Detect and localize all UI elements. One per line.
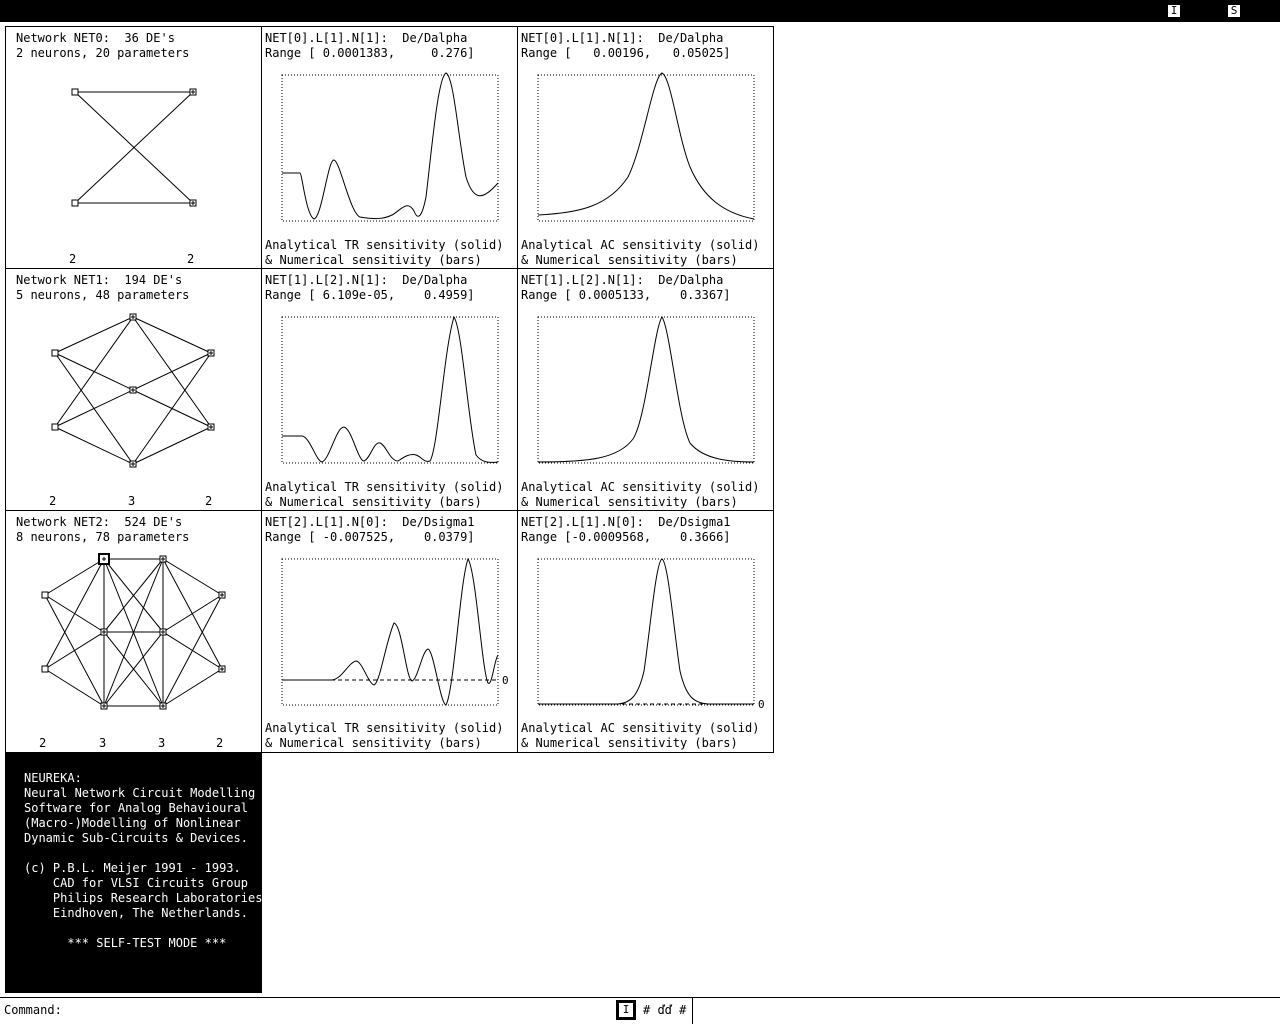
plot-caption: & Numerical sensitivity (bars) [265, 736, 482, 750]
layer-count: 2 [69, 252, 77, 266]
command-divider [692, 998, 693, 1024]
zero-label: 0 [758, 698, 765, 711]
layer-count: 2 [49, 494, 57, 508]
plot-caption: Analytical TR sensitivity (solid) [265, 721, 504, 735]
about-line: Dynamic Sub-Circuits & Devices. [24, 831, 248, 845]
about-line: (c) P.B.L. Meijer 1991 - 1993. [24, 861, 241, 875]
plot-title: NET[2].L[1].N[0]: De/Dsigma1 [265, 515, 475, 529]
network-cell-net0 [6, 27, 262, 269]
layer-count: 2 [187, 252, 195, 266]
plot-range: Range [ -0.007525, 0.0379] [265, 530, 475, 544]
network-diagram-net0 [6, 27, 262, 269]
about-line: Eindhoven, The Netherlands. [24, 906, 248, 920]
plot-range: Range [ 6.109e-05, 0.4959] [265, 288, 475, 302]
tr-plot-cell-net2 [262, 511, 518, 752]
title-bar [0, 0, 1280, 22]
command-label: Command: [4, 1003, 62, 1017]
plot-title: NET[1].L[2].N[1]: De/Dalpha [521, 273, 724, 287]
network-summary: 2 neurons, 20 parameters [16, 46, 190, 60]
command-separator [0, 997, 1280, 998]
network-title: Network NET0: 36 DE's [16, 31, 175, 45]
layer-count: 2 [205, 494, 213, 508]
command-input[interactable] [64, 1001, 604, 1019]
tr-sensitivity-plot [262, 269, 518, 511]
input-node [72, 89, 78, 95]
about-panel [5, 753, 262, 993]
tr-plot-cell-net1 [262, 269, 518, 511]
ac-sensitivity-plot [518, 511, 773, 752]
plot-caption: Analytical TR sensitivity (solid) [265, 238, 504, 252]
layer-count: 2 [39, 736, 47, 750]
results-grid [5, 26, 774, 753]
plot-title: NET[0].L[1].N[1]: De/Dalpha [521, 31, 724, 45]
tr-sensitivity-plot [262, 511, 518, 752]
network-diagram-net2 [6, 511, 262, 752]
tr-sensitivity-plot [262, 27, 518, 269]
network-diagram-net1 [6, 269, 262, 511]
plot-caption: Analytical AC sensitivity (solid) [521, 721, 760, 735]
command-tools[interactable]: # ďď # [643, 1003, 687, 1017]
ac-sensitivity-plot [518, 27, 773, 269]
plot-caption: & Numerical sensitivity (bars) [521, 736, 738, 750]
input-node [72, 200, 78, 206]
network-summary: 8 neurons, 78 parameters [16, 530, 190, 544]
plot-caption: Analytical AC sensitivity (solid) [521, 238, 760, 252]
plot-range: Range [ 0.0001383, 0.276] [265, 46, 475, 60]
plot-caption: Analytical AC sensitivity (solid) [521, 480, 760, 494]
network-title: Network NET2: 524 DE's [16, 515, 183, 529]
about-line: (Macro-)Modelling of Nonlinear [24, 816, 241, 830]
ac-plot-cell-net0 [518, 27, 773, 269]
about-line: Neural Network Circuit Modelling [24, 786, 256, 800]
ac-plot-cell-net2 [518, 511, 773, 752]
plot-caption: & Numerical sensitivity (bars) [521, 495, 738, 509]
network-cell-net2 [6, 511, 262, 752]
layer-count: 2 [216, 736, 224, 750]
plot-title: NET[2].L[1].N[0]: De/Dsigma1 [521, 515, 731, 529]
ac-sensitivity-plot [518, 269, 773, 511]
plot-caption: & Numerical sensitivity (bars) [265, 253, 482, 267]
about-line: CAD for VLSI Circuits Group [24, 876, 248, 890]
ac-plot-cell-net1 [518, 269, 773, 511]
plot-caption: & Numerical sensitivity (bars) [521, 253, 738, 267]
about-line: Philips Research Laboratories [24, 891, 263, 905]
text-cursor-button[interactable]: I [616, 1000, 636, 1020]
self-test-label: *** SELF-TEST MODE *** [24, 936, 227, 950]
layer-count: 3 [158, 736, 166, 750]
tr-plot-cell-net0 [262, 27, 518, 269]
network-cell-net1 [6, 269, 262, 511]
plot-range: Range [ 0.0005133, 0.3367] [521, 288, 731, 302]
plot-range: Range [ 0.00196, 0.05025] [521, 46, 731, 60]
network-title: Network NET1: 194 DE's [16, 273, 183, 287]
zero-label: 0 [502, 674, 509, 687]
plot-caption: Analytical TR sensitivity (solid) [265, 480, 504, 494]
layer-count: 3 [128, 494, 136, 508]
plot-title: NET[0].L[1].N[1]: De/Dalpha [265, 31, 468, 45]
layer-count: 3 [99, 736, 107, 750]
plot-range: Range [-0.0009568, 0.3666] [521, 530, 731, 544]
plot-title: NET[1].L[2].N[1]: De/Dalpha [265, 273, 468, 287]
plot-caption: & Numerical sensitivity (bars) [265, 495, 482, 509]
network-summary: 5 neurons, 48 parameters [16, 288, 190, 302]
info-button[interactable]: I [1167, 4, 1181, 18]
settings-button[interactable]: S [1227, 4, 1241, 18]
about-line: Software for Analog Behavioural [24, 801, 248, 815]
about-line: NEUREKA: [24, 771, 82, 785]
